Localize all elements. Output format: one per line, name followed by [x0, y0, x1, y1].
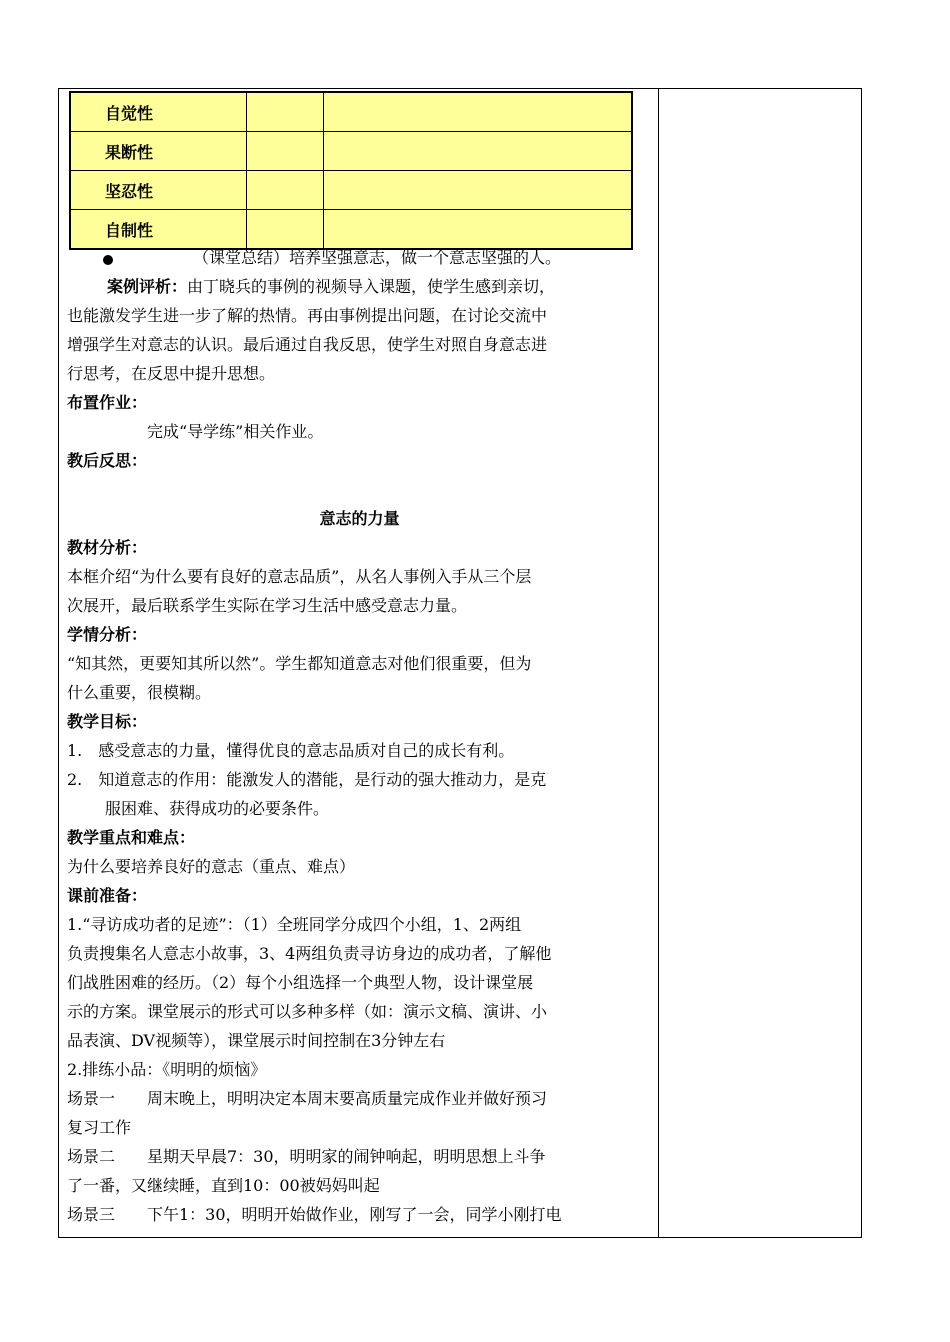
line-text: 为什么要培养良好的意志（重点、难点） [67, 857, 356, 876]
line-text: 们战胜困难的经历。（2）每个小组选择一个典型人物，设计课堂展 [67, 973, 534, 992]
section-heading [67, 446, 652, 476]
line-text: 场景三 下午1：30，明明开始做作业，刚写了一会，同学小刚打电 [67, 1205, 562, 1224]
text-line [67, 1113, 652, 1143]
line-text: 2.排练小品：《明明的烦恼》 [67, 1060, 267, 1079]
line-text: 1.“寻访成功者的足迹”：（1）全班同学分成四个小组，1、2两组 [67, 915, 522, 934]
line-text: 场景二 星期天早晨7：30，明明家的闹钟响起，明明思想上斗争 [67, 1147, 546, 1166]
text-line [67, 359, 652, 389]
line-text: 也能激发学生进一步了解的热情。再由事例提出问题，在讨论交流中 [67, 306, 548, 325]
text-line [67, 852, 652, 882]
text-line [67, 591, 652, 621]
text-line [67, 243, 778, 273]
text-line [67, 765, 652, 795]
line-text: 教学目标： [67, 712, 148, 731]
text-line [67, 330, 652, 360]
text-line [67, 997, 652, 1027]
text-line [67, 301, 652, 331]
table-row [70, 171, 632, 210]
section-heading [67, 388, 652, 418]
line-text: 场景一 周末晚上，明明决定本周末要高质量完成作业并做好预习 [67, 1089, 548, 1108]
line-text: “知其然，更要知其所以然”。学生都知道意志对他们很重要，但为 [67, 654, 532, 673]
text-line [67, 1142, 652, 1172]
text-line [67, 1055, 652, 1085]
text-line [67, 1171, 652, 1201]
text-line [67, 649, 652, 679]
table-row [70, 132, 632, 171]
table-row [70, 92, 632, 132]
section-heading [67, 620, 652, 650]
line-text: 负责搜集名人意志小故事，3、4两组负责寻访身边的成功者，了解他 [67, 944, 552, 963]
text-line [67, 272, 692, 302]
section-heading [67, 881, 652, 911]
line-text: 示的方案。课堂展示的形式可以多种多样（如：演示文稿、演讲、小 [67, 1002, 548, 1021]
text-line [67, 939, 652, 969]
section-heading [67, 533, 652, 563]
line-text: 布置作业： [67, 393, 148, 412]
line-text: 增强学生对意志的认识。最后通过自我反思，使学生对照自身意志进 [67, 335, 548, 354]
line-text: 教材分析： [67, 538, 148, 557]
line-text: 教学重点和难点： [67, 828, 196, 847]
text-line [67, 910, 652, 940]
table-cell: 果断性 [70, 132, 246, 171]
text-line [67, 1084, 652, 1114]
line-text: 次展开，最后联系学生实际在学习生活中感受意志力量。 [67, 596, 468, 615]
page-frame-table [58, 88, 862, 1238]
text-line [67, 417, 732, 447]
line-text: 复习工作 [67, 1118, 132, 1137]
table-cell: 自觉性 [70, 92, 246, 132]
table-cell: 自制性 [70, 210, 246, 250]
line-text: 由丁晓兵的事例的视频导入课题，使学生感到亲切， [187, 277, 556, 296]
section-heading [67, 823, 652, 853]
table-cell: 坚忍性 [70, 171, 246, 210]
line-text: （课堂总结）培养坚强意志，做一个意志坚强的人。 [193, 248, 562, 267]
case-analysis-label: 案例评析： [107, 277, 188, 296]
line-text: 品表演、DV视频等），课堂展示时间控制在3分钟左右 [67, 1031, 446, 1050]
line-text: 学情分析： [67, 625, 148, 644]
text-line [67, 562, 652, 592]
line-text: 本框介绍“为什么要有良好的意志品质”，从名人事例入手从三个层 [67, 567, 532, 586]
section-heading [67, 707, 652, 737]
text-line [67, 736, 652, 766]
line-text: 服困难、获得成功的必要条件。 [105, 799, 330, 818]
line-text: 行思考，在反思中提升思想。 [67, 364, 276, 383]
line-text: 了一番，又继续睡，直到10：00被妈妈叫起 [67, 1176, 380, 1195]
text-line [67, 1026, 652, 1056]
text-line [67, 1200, 652, 1230]
line-text: 完成“导学练”相关作业。 [147, 422, 324, 441]
line-text: 1. 感受意志的力量，懂得优良的意志品质对自己的成长有利。 [67, 741, 515, 760]
line-text: 什么重要，很模糊。 [67, 683, 212, 702]
will-quality-table [69, 91, 633, 250]
section-title [67, 504, 652, 534]
line-text: 教后反思： [67, 451, 148, 470]
text-line [67, 968, 652, 998]
text-line [67, 678, 652, 708]
line-text: 意志的力量 [319, 509, 400, 528]
line-text: 课前准备： [67, 886, 148, 905]
line-text: 2. 知道意志的作用：能激发人的潜能，是行动的强大推动力，是克 [67, 770, 547, 789]
text-line [67, 794, 690, 824]
